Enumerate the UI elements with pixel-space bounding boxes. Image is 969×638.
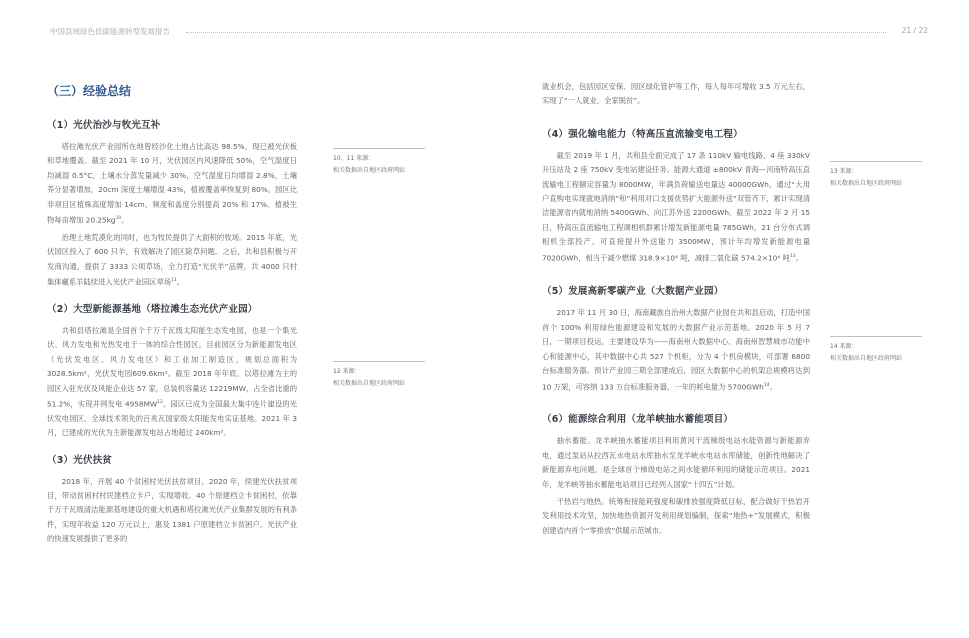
subsection-title-6: （6）能源综合利用（龙羊峡抽水蓄能项目）: [542, 414, 734, 426]
footnote-ref: 13: [789, 253, 796, 259]
paragraph: 截至 2019 年 1 月，共和县全面完成了 17 条 110kV 输电线路、4 座 330kV 升压站及 2 座 750kV 变电站建设任务。能源大通道 ±800kV 青海—河南特高压直流输电工程额定容量为 8000MW，年满负荷输送电量达 40000GWh，通过“大用户直购电实现就地消纳”和“利用对口支援优势扩大能源外送”双管齐下，累计实现清洁能源省内就地消纳 5400GWh、向江苏外送 2200GWh。截至 2022 年 2 月 15 日，特高压直流输电工程调相机群累计增发新能源电量 785GWh，21 台分布式调相机全部投产，可直接提升外送能力 3500MW，预计年均增发新能源电量 7020GWh，相当于减少燃煤 318.9×10⁴ 吨，减排二氧化碳 574.2×10⁴ 吨$^{13}$。: [542, 150, 810, 263]
section-title: （三）经验总结: [47, 84, 132, 98]
subsection-4: [542, 126, 810, 266]
subsection-title-1: （1）光伏治沙与牧光互补: [47, 120, 161, 131]
footnote-10-11: 10、11 来源： 相关数据出自地区政府网站: [333, 148, 425, 177]
subsection-title-2: （2）大型新能源基地（塔拉滩生态光伏产业园）: [47, 303, 258, 315]
continued-text: [542, 80, 810, 109]
left-column: [47, 82, 297, 558]
paragraph: 抽水蓄能。龙羊峡抽水蓄能项目利用黄河干流梯级电站水能资源与新能源弃电，通过泵站从拉西瓦水电站水库抽水至龙羊峡水电站水库储能，创新性地解决了新能源弃电问题，是全球首个梯级电站之间水能循环利用的储能示范项目。2021 年，龙羊峡等抽水蓄能电站项目已经列入国家“十四五”计划。: [542, 436, 810, 489]
running-header: [50, 26, 928, 38]
paragraph: 共和县塔拉滩是全国首个千万千瓦级太阳能生态发电园，也是一个集光伏、风力发电和光热发电于一体的综合性园区。目前园区分为新能源发电区（光伏发电区、风力发电区）和工业加工制造区，规划总面积为3028.5km²，光伏发电园609.6km²。截至 2018 年年底，以塔拉滩为主的园区入驻光伏及风能企业达 57 家，总装机容量达 12219MW，占全省比重的 51.2%，实现并网发电 4958MW$^{12}$。园区已成为全国最大集中连片建设的光伏发电园区、全球技术领先的百兆瓦国家级太阳能发电实证基地。2021 年 3 月，已建成的光伏为主新能源发电站占地超过 240km²。: [47, 325, 297, 438]
subsection-title-5: （5）发展高新零碳产业（大数据产业园）: [542, 286, 724, 298]
footnote-13: 13 来源： 相关数据出自地区政府网站: [830, 161, 922, 190]
subsection-title-4: （4）强化输电能力（特高压直流输变电工程）: [542, 128, 743, 140]
paragraph: 塔拉滩光伏产业园所在地曾经沙化土地占比高达 98.5%，现已被光伏板和草地覆盖。截至 2021 年 10 月，光伏园区内风速降低 50%，空气湿度日均减湿 0.5°C，土壤水分蒸发量减少 30%，空气湿度日均增湿 2.8%，土壤养分显著增加，20cm 深度土壤增湿 43%，植被覆盖率恢复到 80%。园区比非项目区植株高度增加 14cm，频度和盖度分别提高 20% 和 17%。植被生物每亩增加 $20.25kg^{10}$。: [47, 142, 297, 225]
paragraph: 2018 年，开展 40 个贫困村光伏扶贫项目，2020 年，续建光伏扶贫项目，带动贫困村村民建档立卡户，实现增收。40 个原建档立卡贫困村，依靠千万千瓦级清洁能源基地建设的重大机遇和塔拉滩光伏产业集群发展的有利条件，实现年收益 120 万元以上，惠及 1381 户原建档立卡贫困户。光伏产业的快速发展提供了更多的: [47, 476, 297, 544]
footnote-ref: 14: [763, 382, 770, 388]
footnote-ref: 10: [115, 216, 122, 222]
subsection-6: [542, 411, 810, 538]
paragraph: 治理土地荒漠化的同时，也为牧民提供了大面积的牧场。2015 年底，光伏园区投入了 600 只羊，有效解决了园区除草问题。之后，共和县积极与开发商沟通，提供了 3333 公顷草场，全力打造“光伏羊”品牌，共 4000 只村集体藏系羊陆续进入光伏产业园区草场$^{11}$。: [47, 232, 297, 287]
subsection-3: [47, 452, 297, 547]
right-column: [542, 80, 810, 549]
subsection-2: [47, 301, 297, 441]
paragraph: 干热岩与地热。统筹衔接能耗强度和碳排放强度降低目标，配合做好干热岩开发利用技术攻坚，加快地热资源开发利用规划编制，探索“地热+”发展模式，积极创建省内首个“零排放”供暖示范城市。: [542, 496, 810, 535]
report-title: 中国县域绿色低碳能源转型发展报告: [50, 27, 170, 36]
paragraph: 2017 年 11 月 30 日，海南藏族自治州大数据产业园在共和县启动，打造中国首个 100% 利用绿色能源建设和发展的大数据产业示范基地。2020 年 5 月 7 日，一期项目投运，主要建设华为——海南州大数据中心、海南州智慧城市功能中心和能源中心，其中数据中心共 527 个机柜，分为 4 个机房模块，可部署 6800 台标准服务器。预计产业园三期全部建成后，园区大数据中心的机架总规模将达到 10 万架，可容纳 133 万台标准服务器，一年的耗电量为 5700GWh$^{14}$。: [542, 308, 810, 391]
subsection-title-3: （3）光伏扶贫: [47, 454, 113, 466]
footnote-ref: 11: [171, 278, 177, 284]
footnote-14: 14 来源： 相关数据出自地区政府网站: [830, 336, 922, 365]
paragraph: 就业机会，包括园区安保、园区绿化管护等工作，每人每年可增收 3.5 万元左右，实现了“一人就业，全家脱贫”。: [542, 82, 810, 106]
header-divider: [186, 32, 886, 33]
footnote-12: 12 来源： 相关数据出自地区政府网站: [333, 361, 425, 390]
page-number: 21 / 22: [901, 26, 928, 35]
footnote-ref: 12: [157, 399, 163, 405]
subsection-1: [47, 117, 297, 290]
subsection-5: [542, 283, 810, 394]
